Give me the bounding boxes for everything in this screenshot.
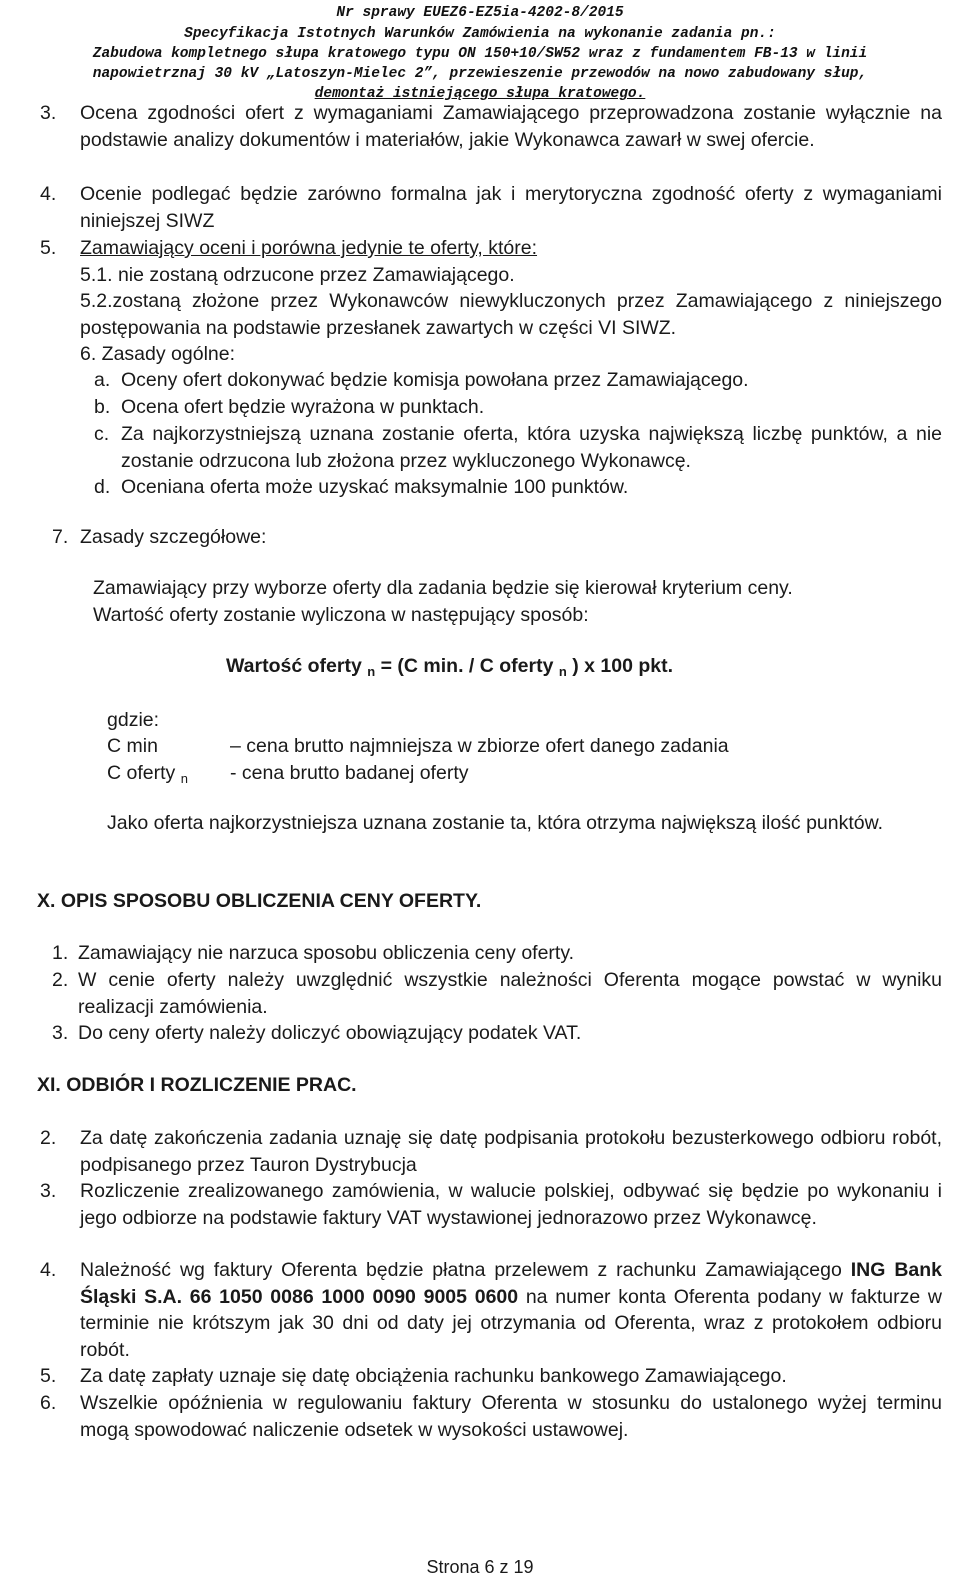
item-number: 3. (40, 102, 57, 124)
section-6-heading: 6. Zasady ogólne: (80, 343, 236, 365)
subitem-5-1: 5.1. nie zostaną odrzucone przez Zamawiającego. (80, 264, 515, 286)
item-number: 2. (52, 969, 69, 991)
item-number: 2. (40, 1127, 57, 1149)
paragraph: Za datę zakończenia zadania uznaję się datę podpisania protokołu bezusterkowego odbioru robót, podpisanego przez Tauron Dystrybucja (80, 1127, 942, 1176)
item-letter: d. (94, 476, 111, 498)
item-number: 5. (40, 237, 57, 259)
item-number: 7. (52, 526, 69, 548)
paragraph: Ocena ofert będzie wyrażona w punktach. (121, 396, 485, 418)
task-title-line3: demontaż istniejącego słupa kratowego. (314, 86, 646, 102)
paragraph: Ocena zgodności ofert z wymaganiami Zamawiającego przeprowadzona zostanie wyłącznie na podstawie analizy dokumentów i materiałów, jakie Wykonawca zawarł w swej ofercie. (80, 102, 942, 151)
item-letter: b. (94, 396, 111, 418)
term-c-min-description: – cena brutto najmniejsza w zbiorze ofert danego zadania (230, 735, 729, 757)
paragraph: Jako oferta najkorzystniejsza uznana zostanie ta, która otrzyma największą ilość punktów. (107, 812, 884, 834)
where-label: gdzie: (107, 709, 160, 731)
item-number: 3. (40, 1180, 57, 1202)
item-letter: c. (94, 423, 110, 445)
term-c-oferty-description: - cena brutto badanej oferty (230, 762, 469, 784)
item-number: 5. (40, 1365, 57, 1387)
case-number: Nr sprawy EUEZ6-EZ5ia-4202-8/2015 (336, 5, 624, 21)
task-title-line2: napowietrznaj 30 kV „Latoszyn-Mielec 2”, przewieszenie przewodów na nowo zabudowany słup, (92, 66, 868, 82)
paragraph: Wszelkie opóźnienia w regulowaniu faktury Oferenta w stosunku do ustalonego wyżej terminu mogą spowodować naliczenie odsetek w wysokości ustawowej. (80, 1392, 942, 1441)
paragraph: Zamawiający przy wyborze oferty dla zadania będzie się kierował kryterium ceny. (93, 577, 793, 599)
section-x-title: X. OPIS SPOSOBU OBLICZENIA CENY OFERTY. (37, 890, 482, 912)
price-formula: Wartość oferty $_n$ = (C min. / C oferty $_n$ ) x 100 pkt. (226, 655, 674, 679)
item-letter: a. (94, 369, 111, 391)
spec-title: Specyfikacja Istotnych Warunków Zamówienia na wykonanie zadania pn.: (184, 26, 776, 42)
paragraph: Oceny ofert dokonywać będzie komisja powołana przez Zamawiającego. (121, 369, 749, 391)
paragraph: Do ceny oferty należy doliczyć obowiązujący podatek VAT. (78, 1022, 582, 1044)
term-c-min: C min (107, 735, 158, 757)
item-number: 3. (52, 1022, 69, 1044)
task-title-line1: Zabudowa kompletnego słupa kratowego typu ON 150+10/SW52 wraz z fundamentem FB-13 w linii (92, 46, 868, 62)
item-number: 4. (40, 1259, 57, 1281)
paragraph: Za najkorzystniejszą uznana zostanie oferta, która uzyska największą liczbę punktów, a nie zostanie odrzucona lub złożona przez wykluczonego Wykonawcę. (121, 423, 942, 472)
item-number: 4. (40, 183, 57, 205)
section-7-heading: Zasady szczegółowe: (80, 526, 267, 548)
bank-account: ING Bank Śląski S.A. 66 1050 0086 1000 0090 9005 0600 (80, 1259, 942, 1308)
subitem-5-2: 5.2.zostaną złożone przez Wykonawców niewykluczonych przez Zamawiającego z niniejszego postępowania na podstawie przesłanek zawartych w części VI SIWZ. (80, 290, 942, 339)
paragraph: Oceniana oferta może uzyskać maksymalnie 100 punktów. (121, 476, 629, 498)
paragraph: Zamawiający oceni i porówna jedynie te oferty, które: (80, 237, 538, 259)
item-number: 1. (52, 942, 69, 964)
paragraph: Ocenie podlegać będzie zarówno formalna jak i merytoryczna zgodność oferty z wymaganiami niniejszej SIWZ (80, 183, 942, 232)
item-number: 6. (40, 1392, 57, 1414)
paragraph: W cenie oferty należy uwzględnić wszystkie należności Oferenta mogące powstać w wyniku realizacji zamówienia. (78, 969, 942, 1018)
paragraph: Za datę zapłaty uznaje się datę obciążenia rachunku bankowego Zamawiającego. (80, 1365, 787, 1387)
paragraph: Wartość oferty zostanie wyliczona w następujący sposób: (93, 604, 589, 626)
paragraph-payment: Należność wg faktury Oferenta będzie płatna przelewem z rachunku Zamawiającego ING Bank Śląski S.A. 66 1050 0086 1000 0090 9005 0600 na numer konta Oferenta podany w fakturze w terminie nie krótszym jak 30 dni od daty jej otrzymania od Oferenta, wraz z protokołem odbioru robót. (80, 1259, 942, 1361)
section-xi-title: XI. ODBIÓR I ROZLICZENIE PRAC. (37, 1074, 357, 1096)
page-number: Strona 6 z 19 (426, 1557, 534, 1577)
term-c-oferty: C oferty $_n$ (107, 762, 188, 786)
paragraph: Rozliczenie zrealizowanego zamówienia, w walucie polskiej, odbywać się będzie po wykonaniu i jego odbiorze na podstawie faktury VAT wystawionej jednorazowo przez Wykonawcę. (80, 1180, 942, 1229)
paragraph: Zamawiający nie narzuca sposobu obliczenia ceny oferty. (78, 942, 575, 964)
